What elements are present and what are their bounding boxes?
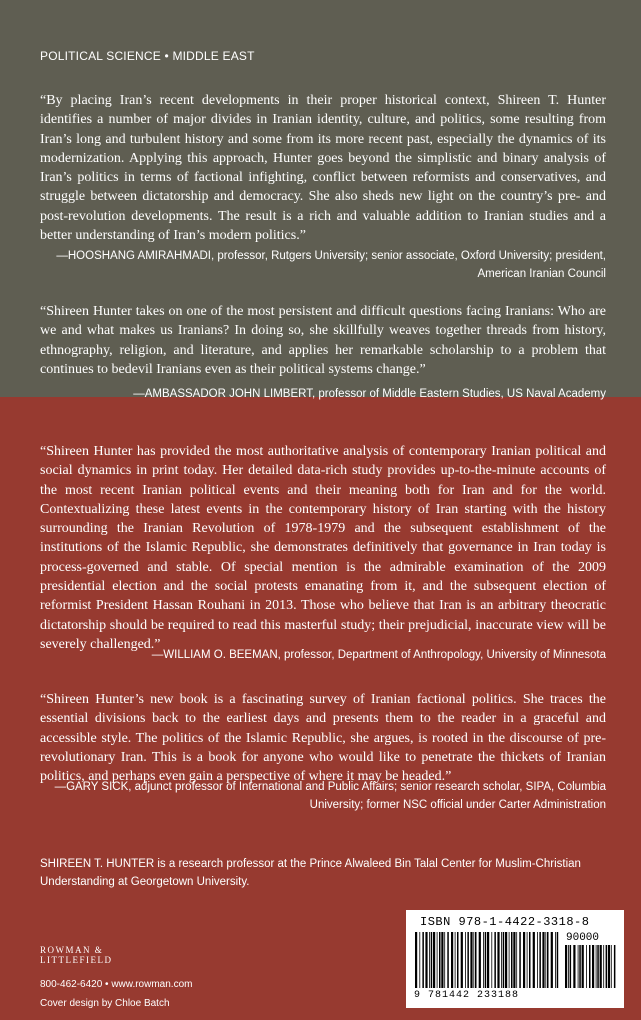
barcode-bar bbox=[533, 932, 535, 988]
barcode-bar bbox=[439, 932, 441, 988]
barcode-bar bbox=[600, 945, 602, 988]
barcode-bar bbox=[611, 945, 612, 988]
barcode-bar bbox=[516, 932, 517, 988]
barcode-bar bbox=[511, 932, 513, 988]
barcode-bar bbox=[539, 932, 541, 988]
publisher-logo-line2: LITTLEFIELD bbox=[40, 955, 113, 965]
barcode-bar bbox=[485, 932, 487, 988]
barcode-bar bbox=[470, 932, 472, 988]
barcode-bar bbox=[596, 945, 597, 988]
barcode-bar bbox=[429, 932, 430, 988]
barcode-bar bbox=[586, 945, 587, 988]
barcode-bar bbox=[419, 932, 420, 988]
barcode-bar bbox=[425, 932, 427, 988]
barcode-bar bbox=[547, 932, 549, 988]
barcode-bar bbox=[597, 945, 599, 988]
barcode-bar bbox=[608, 945, 610, 988]
barcode-bar bbox=[467, 932, 469, 988]
barcode-bar bbox=[551, 932, 553, 988]
review-attribution-3: —WILLIAM O. BEEMAN, professor, Department of Anthropology, University of Minnesota bbox=[151, 649, 606, 661]
barcode-bar bbox=[513, 932, 515, 988]
barcode-bar bbox=[523, 932, 525, 988]
barcode-bar bbox=[614, 945, 616, 988]
barcode-bar bbox=[444, 932, 445, 988]
review-attribution-1: —HOOSHANG AMIRAHMADI, professor, Rutgers University; senior associate, Oxford University; president, American Iranian Council bbox=[56, 250, 606, 280]
barcode-bar bbox=[473, 932, 474, 988]
barcode-addon-bars bbox=[564, 945, 618, 988]
barcode-bar bbox=[582, 945, 584, 988]
barcode-bar bbox=[447, 932, 449, 988]
barcode-bar bbox=[455, 932, 456, 988]
barcode-bar bbox=[437, 932, 438, 988]
barcode-bar bbox=[491, 932, 492, 988]
publisher-logo bbox=[40, 945, 112, 965]
barcode-bar bbox=[606, 945, 608, 988]
barcode-bar bbox=[529, 932, 531, 988]
barcode-bar bbox=[542, 932, 544, 988]
review-quote-1: “By placing Iran’s recent developments in their proper historical context, Shireen T. Hunter identifies a number of major divides in Iranian identity, culture, and politics, some resulting from Iran’s long and turbulent history and some from its more recent past, especially the dynamics of its modernization. Applying this approach, Hunter goes beyond the simplistic and binary analysis of Iran’s politics in terms of factional infighting, conflict between reformists and conservatives, and struggle between dictatorship and democracy. She also sheds new light on the country’s pre- and post-revolution developments. The result is a rich and valuable addition to Iranian studies and a better understanding of Iran’s modern politics.” bbox=[40, 93, 606, 244]
barcode-bar bbox=[505, 932, 507, 988]
barcode-bar bbox=[592, 945, 594, 988]
barcode-bar bbox=[494, 932, 496, 988]
barcode-bar bbox=[501, 932, 502, 988]
barcode-bar bbox=[570, 945, 572, 988]
barcode-bar bbox=[451, 932, 453, 988]
barcode-addon-number: 90000 bbox=[566, 932, 600, 944]
barcode-bar bbox=[557, 932, 559, 988]
barcode-bar bbox=[537, 932, 538, 988]
barcode-bar bbox=[503, 932, 505, 988]
barcode-bar bbox=[487, 932, 489, 988]
barcode-bar bbox=[579, 945, 581, 988]
barcode-bar bbox=[479, 932, 481, 988]
barcode-bar bbox=[509, 932, 510, 988]
review-quote-2: “Shireen Hunter takes on one of the most persistent and difficult questions facing Iranians: Who are we and what makes us Iranians? In doing so, she skillfully weaves together threads from history, ethnography, religion, and literature, and applies her remarkable scholarship to a problem that continues to bedevil Iranians even as their political systems change.” bbox=[40, 304, 606, 377]
barcode-bar bbox=[545, 932, 546, 988]
barcode-bar bbox=[565, 945, 567, 988]
barcode-bar bbox=[589, 945, 591, 988]
review-attribution-2: —AMBASSADOR JOHN LIMBERT, professor of Middle Eastern Studies, US Naval Academy bbox=[133, 388, 606, 400]
publisher-logo-line1: ROWMAN & bbox=[40, 945, 104, 955]
barcode-bar bbox=[475, 932, 477, 988]
barcode-bar bbox=[497, 932, 499, 988]
barcode-bar bbox=[415, 932, 417, 988]
barcode-bar bbox=[431, 932, 433, 988]
barcode-box bbox=[406, 910, 624, 1008]
barcode-bar bbox=[568, 945, 569, 988]
barcode-bar bbox=[483, 932, 484, 988]
review-quote-4: “Shireen Hunter’s new book is a fascinating survey of Iranian factional politics. She traces the essential divisions back to the earliest days and presents them to the reader in a graceful and accessible style. The politics of the Islamic Republic, she argues, is rooted in the discourse of pre-revolutionary Iran. This is a book for anyone who would like to penetrate the thickets of Iranian politics, and perhaps even gain a perspective of where it may be headed.” bbox=[40, 692, 606, 785]
barcode-bar bbox=[422, 932, 424, 988]
barcode-bar bbox=[573, 945, 575, 988]
barcode-bar bbox=[555, 932, 556, 988]
publisher-contact: 800-462-6420 • www.rowman.com bbox=[40, 979, 193, 990]
barcode-bar bbox=[527, 932, 528, 988]
barcode-bar bbox=[603, 945, 604, 988]
category-label: POLITICAL SCIENCE • MIDDLE EAST bbox=[40, 49, 255, 63]
cover-design-credit: Cover design by Chloe Batch bbox=[40, 998, 170, 1009]
barcode-bar bbox=[578, 945, 579, 988]
author-bio: SHIREEN T. HUNTER is a research professor at the Prince Alwaleed Bin Talal Center for Muslim-Christian Understanding at Georgetown University. bbox=[40, 858, 581, 888]
barcode-digits: 9 781442 233188 bbox=[414, 990, 520, 1001]
review-attribution-4: —GARY SICK, adjunct professor of International and Public Affairs; senior research scholar, SIPA, Columbia University; former NSC official under Carter Administration bbox=[54, 781, 606, 811]
barcode-bar bbox=[441, 932, 443, 988]
barcode-bar bbox=[465, 932, 466, 988]
barcode-bars bbox=[414, 932, 559, 988]
isbn-label: ISBN 978-1-4422-3318-8 bbox=[420, 915, 590, 929]
review-quote-3: “Shireen Hunter has provided the most authoritative analysis of contemporary Iranian political and social dynamics in print today. Her detailed data-rich study provides up-to-the-minute accounts of the most recent Iranian political events and their meaning both for Iran and for the world. Contextualizing these latest events in the contemporary history of Iran starting with the history surrounding the Iranian Revolution of 1978-1979 and the subsequent establishment of the institutions of the Islamic Republic, she demonstrates definitively that governance in Iran today is process-governed and stable. Of special mention is the admirable examination of the 2009 presidential election and the social protests emanating from it, and the subsequent election of reformist President Hassan Rouhani in 2013. Those who believe that Iran is an arbitrary theocratic dictatorship should be required to read this masterful study; their prejudicial, inaccurate view will be severely challenged.” bbox=[40, 444, 606, 652]
barcode-bar bbox=[461, 932, 463, 988]
barcode-bar bbox=[433, 932, 435, 988]
barcode-bar bbox=[519, 932, 521, 988]
barcode-bar bbox=[457, 932, 459, 988]
